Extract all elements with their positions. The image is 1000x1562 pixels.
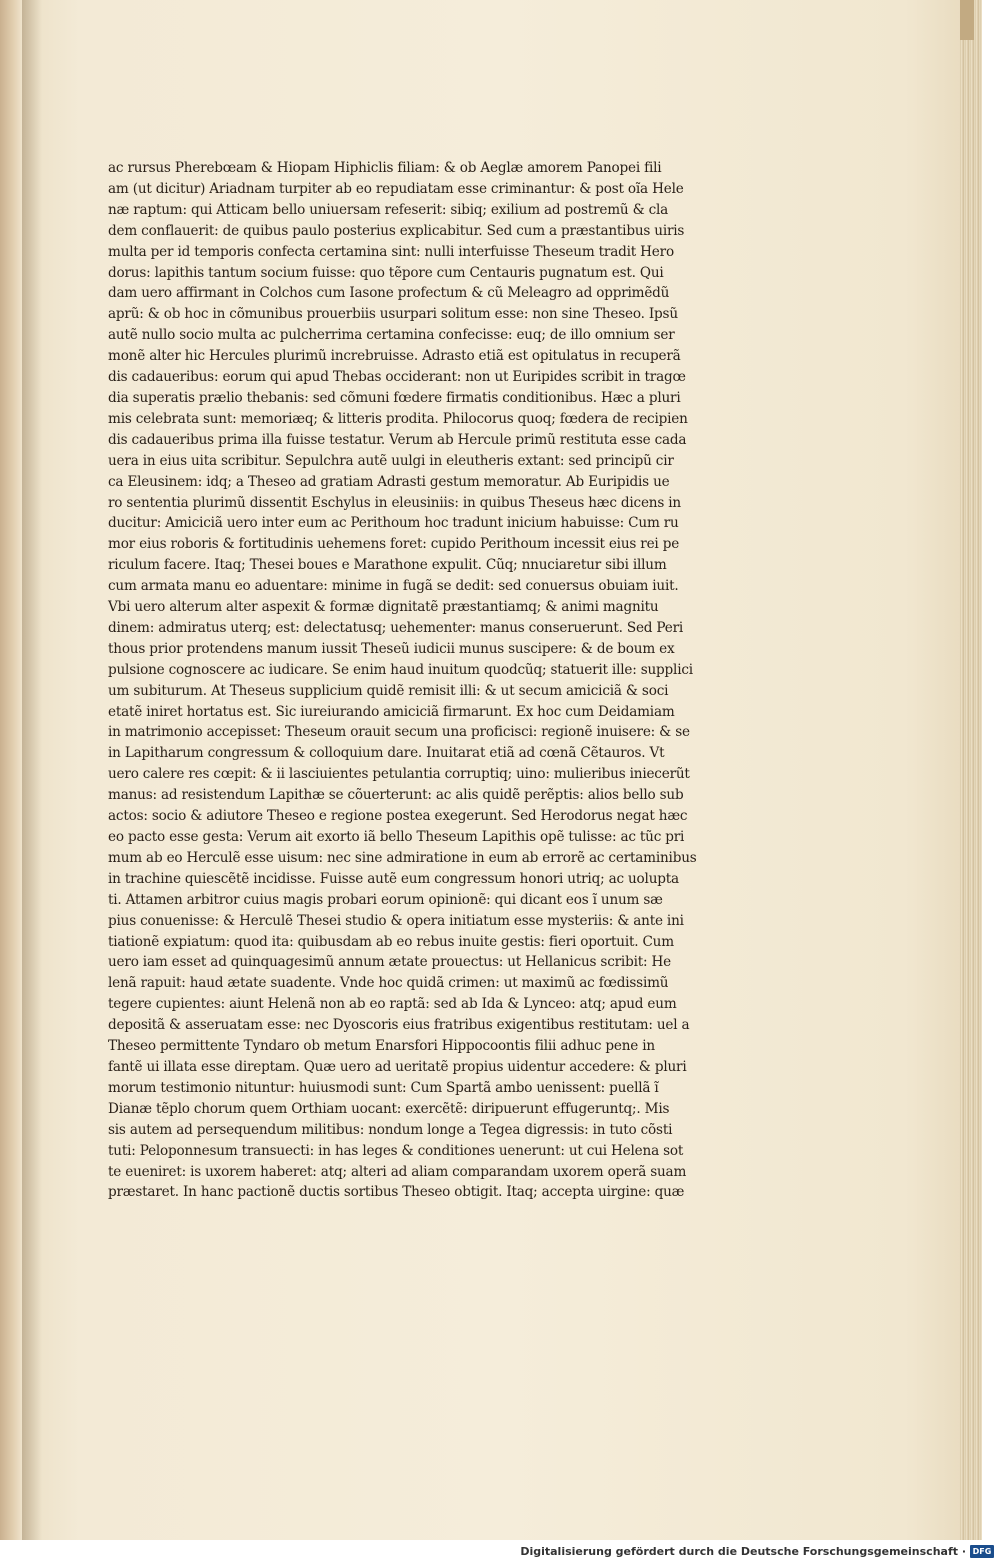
text-line: ti. Attamen arbitror cuius magis probari eorum opinionẽ: qui dicant eos ĩ unum sæ (108, 891, 663, 908)
text-line: manus: ad resistendum Lapithæ se cõuerterunt: ac alis quidẽ perẽptis: alios bello sub (108, 787, 684, 804)
text-line: pius conuenisse: & Herculẽ Thesei studio & opera initiatum esse mysteriis: & ante ini (108, 912, 684, 929)
text-line: am (ut dicitur) Ariadnam turpiter ab eo repudiatam esse criminantur: & post oĩa Hele (108, 180, 684, 197)
previous-page-edge (0, 0, 22, 1540)
text-line: præstaret. In hanc pactionẽ ductis sortibus Theseo obtigit. Itaq; accepta uirgine: quæ (108, 1184, 685, 1201)
text-line: uera in eius uita scribitur. Sepulchra autẽ uulgi in eleutheris extant: sed principũ cir (108, 452, 674, 469)
funding-credit: Digitalisierung gefördert durch die Deutsche Forschungsgemeinschaft · (520, 1545, 966, 1558)
text-line: dia superatis prælio thebanis: sed cõmuni fœdere firmatis conditionibus. Hæc a pluri (108, 389, 681, 406)
text-line: in trachine quiescẽtẽ incidisse. Fuisse autẽ eum congressum honori utriq; ac uolupta (108, 870, 679, 887)
page-stack-edge (960, 0, 982, 1540)
text-line: dam uero affirmant in Colchos cum Iasone profectum & cũ Meleagro ad opprimẽdũ (108, 285, 670, 302)
text-line: aprũ: & ob hoc in cõmunibus prouerbiis usurpari solitum esse: non sine Theseo. Ipsũ (108, 306, 678, 323)
text-line: in matrimonio accepisset: Theseum orauit secum una proficisci: regionẽ inuisere: & se (108, 724, 690, 741)
text-line: autẽ nullo socio multa ac pulcherrima certamina confecisse: euq; de illo omnium ser (108, 327, 675, 344)
text-line: dem conflauerit: de quibus paulo posterius explicabitur. Sed cum a præstantibus uiris (108, 222, 685, 239)
text-line: ac rursus Pherebœam & Hiopam Hiphiclis filiam: & ob Aeglæ amorem Panopei fili (108, 160, 662, 176)
text-line: ca Eleusinem: idq; a Theseo ad gratiam Adrasti gestum memoratur. Ab Euripidis ue (108, 473, 670, 490)
text-line: sis autem ad persequendum militibus: nondum longe a Tegea digressis: in tuto cõsti (108, 1121, 673, 1138)
text-line: um subiturum. At Theseus supplicium quidẽ remisit illi: & ut secum amiciciã & soci (108, 682, 669, 699)
dfg-logo-icon: DFG (970, 1545, 994, 1558)
text-line: uero calere res cœpit: & ii lasciuientes petulantia corruptiq; uino: mulieribus iniecerũt (108, 766, 690, 783)
corner-tab (960, 0, 974, 40)
text-line: Dianæ tẽplo chorum quem Orthiam uocant: exercẽtẽ: diripuerunt effugeruntq;. Mis (108, 1100, 670, 1117)
text-line: mis celebrata sunt: memoriæq; & litteris prodita. Philocorus quoq; fœdera de recipien (108, 410, 688, 427)
text-line: tegere cupientes: aiunt Helenã non ab eo raptã: sed ab Ida & Lynceo: atq; apud eum (108, 996, 677, 1013)
text-line: in Lapitharum congressum & colloquium dare. Inuitarat etiã ad cœnã Cẽtauros. Vt (108, 745, 665, 762)
text-line: ducitur: Amiciciã uero inter eum ac Perithoum hoc tradunt inicium habuisse: Cum ru (108, 515, 679, 532)
text-line: lenã rapuit: haud ætate suadente. Vnde hoc quidã crimen: ut maximũ ac fœdissimũ (108, 975, 669, 992)
text-line: dinem: admiratus uterq; est: delectatusq; uehementer: manus conseruerunt. Sed Peri (108, 619, 684, 636)
text-line: dorus: lapithis tantum socium fuisse: quo tẽpore cum Centauris pugnatum est. Qui (108, 264, 664, 281)
gutter-shadow (22, 0, 42, 1540)
text-line: te eueniret: is uxorem haberet: atq; alteri ad aliam comparandam uxorem operã suam (108, 1163, 687, 1180)
text-line: ro sententia plurimũ dissentit Eschylus in eleusiniis: in quibus Theseus hæc dicens in (108, 494, 681, 511)
latin-text-block (108, 158, 708, 1203)
text-line: multa per id temporis confecta certamina sint: nulli interfuisse Theseum tradit Hero (108, 243, 674, 260)
text-line: uero iam esset ad quinquagesimũ annum ætate prouectus: ut Hellanicus scribit: He (108, 954, 671, 971)
text-line: etatẽ iniret hortatus est. Sic iureiurando amiciciã firmarunt. Ex hoc cum Deidamiam (108, 703, 675, 720)
text-line: pulsione cognoscere ac iudicare. Se enim haud inuitum quodcũq; statuerit ille: supplici (108, 661, 693, 678)
text-line: tiationẽ expiatum: quod ita: quibusdam ab eo rebus inuite gestis: fieri oportuit. Cum (108, 933, 674, 950)
text-line: dis cadaueribus prima illa fuisse testatur. Verum ab Hercule primũ restituta esse cada (108, 431, 687, 448)
text-line: riculum facere. Itaq; Thesei boues e Marathone expulit. Cũq; nnuciaretur sibi illum (108, 557, 667, 574)
text-line: monẽ alter hic Hercules plurimũ increbruisse. Adrasto etiã est opitulatus in recuperã (108, 348, 681, 365)
text-line: fantẽ ui illata esse direptam. Quæ uero ad ueritatẽ propius uidentur accedere: & pluri (108, 1058, 687, 1075)
text-line: Vbi uero alterum alter aspexit & formæ dignitatẽ præstantiamq; & animi magnitu (108, 599, 659, 616)
text-line: morum testimonio nituntur: huiusmodi sunt: Cum Spartã ambo uenissent: puellã ĩ (108, 1079, 659, 1096)
text-line: actos: socio & adiutore Theseo e regione postea exegerunt. Sed Herodorus negat hæc (108, 808, 688, 825)
text-line: cum armata manu eo aduentare: minime in fugã se dedit: sed conuersus obuiam iuit. (108, 578, 679, 595)
text-line: mor eius roboris & fortitudinis uehemens foret: cupido Perithoum incessit eius rei pe (108, 536, 680, 553)
text-line: Theseo permittente Tyndaro ob metum Enarsfori Hippocoontis filii adhuc pene in (108, 1038, 655, 1055)
text-line: mum ab eo Herculẽ esse uisum: nec sine admiratione in eum ab errorẽ ac certaminibus (108, 849, 697, 866)
text-line: eo pacto esse gesta: Verum ait exorto iã bello Theseum Lapithis opẽ tulisse: ac tũc pri (108, 829, 685, 845)
text-line: depositã & asseruatam esse: nec Dyoscoris eius fratribus exigentibus restitutam: uel a (108, 1017, 690, 1034)
text-line: tuti: Peloponnesum transuecti: in has leges & conditiones uenerunt: ut cui Helena sot (108, 1142, 684, 1159)
text-line: dis cadaueribus: eorum qui apud Thebas occiderant: non ut Euripides scribit in tragœ (108, 369, 686, 386)
footer-bar (0, 1540, 1000, 1562)
text-line: næ raptum: qui Atticam bello uniuersam refeserit: sibiq; exilium ad postremũ & cla (108, 201, 669, 218)
text-line: thous prior protendens manum iussit Theseũ iudicii munus suscipere: & de boum ex (108, 640, 675, 657)
